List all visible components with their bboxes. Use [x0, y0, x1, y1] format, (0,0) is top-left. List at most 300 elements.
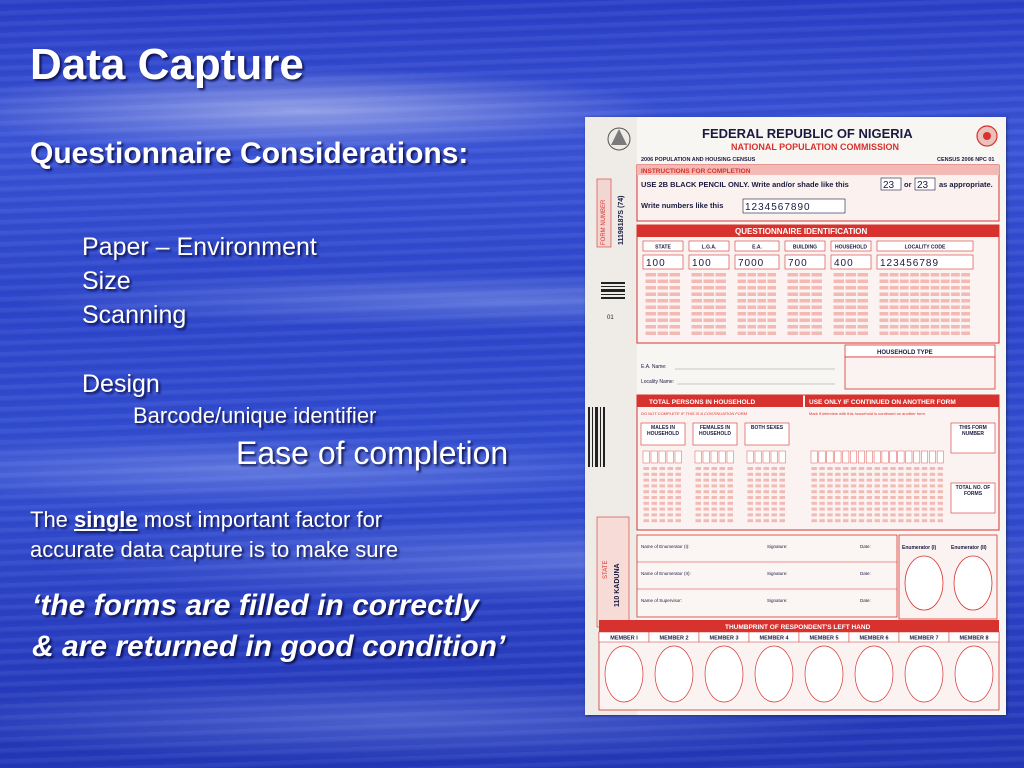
qid-bubble	[951, 319, 960, 323]
total-bubble	[859, 473, 864, 476]
member-label: MEMBER I	[610, 635, 638, 642]
total-bubble	[676, 479, 682, 482]
qid-bubble	[658, 299, 669, 303]
total-bubble	[704, 490, 710, 493]
total-bubble	[704, 502, 710, 505]
total-bubble	[704, 484, 710, 487]
total-bubble	[843, 490, 848, 493]
total-bubble	[668, 502, 674, 505]
total-bubble	[728, 467, 734, 470]
qid-bubble	[951, 273, 960, 277]
total-bubble	[676, 496, 682, 499]
total-bubble	[898, 508, 903, 511]
qid-bubble	[704, 280, 715, 284]
qid-bubble	[788, 319, 799, 323]
total-bubble	[756, 519, 762, 522]
qid-bubble	[692, 306, 703, 310]
qid-bubble	[900, 312, 909, 316]
qid-bubble	[931, 280, 940, 284]
total-bubble	[720, 473, 726, 476]
enumerator-i-thumb-label: Enumerator (I)	[902, 545, 937, 551]
total-bubble	[772, 508, 778, 511]
total-bubble	[780, 490, 786, 493]
qid-bubble	[812, 273, 823, 277]
total-bubble	[819, 513, 824, 516]
total-bubble	[660, 484, 666, 487]
qid-bubble	[646, 332, 657, 336]
qid-bubble	[670, 319, 681, 323]
date-2-label: Date:	[860, 571, 871, 576]
qid-bubble	[788, 280, 799, 284]
total-bubble	[812, 513, 817, 516]
total-bubble	[859, 490, 864, 493]
total-bubble	[867, 479, 872, 482]
total-bubble	[696, 502, 702, 505]
total-bubble	[835, 484, 840, 487]
member-label: MEMBER 4	[759, 635, 789, 642]
qid-bubble	[890, 286, 899, 290]
qid-bubble	[858, 312, 869, 316]
qid-col-value: 700	[788, 258, 808, 269]
qid-bubble	[858, 286, 869, 290]
total-box	[771, 451, 778, 463]
total-bubble	[652, 519, 658, 522]
total-box	[929, 451, 935, 463]
total-bubble	[652, 502, 658, 505]
quote-line-2: & are returned in good condition’	[32, 630, 506, 663]
total-bubble	[930, 513, 935, 516]
total-bubble	[728, 496, 734, 499]
total-bubble	[652, 479, 658, 482]
total-bubble	[914, 484, 919, 487]
total-bubble	[764, 490, 770, 493]
qid-bubble	[951, 332, 960, 336]
total-bubble	[696, 479, 702, 482]
total-bubble	[882, 490, 887, 493]
qid-bubble	[658, 312, 669, 316]
total-bubble	[867, 490, 872, 493]
total-bubble	[676, 473, 682, 476]
supervisor-label: Name of Supervisor:	[641, 598, 683, 603]
qid-bubble	[768, 312, 777, 316]
qid-bubble	[716, 280, 727, 284]
qid-bubble	[951, 325, 960, 329]
total-bubble	[728, 490, 734, 493]
qid-bubble	[646, 273, 657, 277]
qid-col-value: 100	[646, 258, 666, 269]
total-box	[811, 451, 817, 463]
qid-bubble	[951, 312, 960, 316]
slide-subtitle: Questionnaire Considerations:	[30, 137, 469, 170]
qid-bubble	[941, 280, 950, 284]
total-bubble	[890, 502, 895, 505]
qid-bubble	[941, 306, 950, 310]
thumbprint-oval	[605, 646, 643, 702]
qid-bubble	[920, 273, 929, 277]
total-bubble	[851, 513, 856, 516]
total-bubble	[827, 490, 832, 493]
qid-bubble	[931, 286, 940, 290]
qid-bubble	[880, 293, 889, 297]
household-type-label: HOUSEHOLD TYPE	[877, 350, 933, 356]
qid-bubble	[738, 286, 747, 290]
total-bubble	[890, 473, 895, 476]
qid-bubble	[834, 325, 845, 329]
total-bubble	[906, 467, 911, 470]
total-bubble	[764, 513, 770, 516]
total-bubble	[875, 473, 880, 476]
total-bubble	[676, 513, 682, 516]
total-bubble	[720, 519, 726, 522]
total-bubble	[748, 467, 754, 470]
bullet-paper: Paper – Environment	[82, 233, 317, 261]
qid-bubble	[768, 273, 777, 277]
total-bubble	[859, 496, 864, 499]
qid-bubble	[800, 332, 811, 336]
qid-bubble	[890, 280, 899, 284]
total-bubble	[668, 484, 674, 487]
thumbprint-oval	[655, 646, 693, 702]
total-bubble	[875, 496, 880, 499]
total-bubble	[712, 496, 718, 499]
total-bubble	[696, 473, 702, 476]
qid-bubble	[890, 293, 899, 297]
qid-bubble	[646, 325, 657, 329]
qid-bubble	[758, 332, 767, 336]
qid-bubble	[834, 306, 845, 310]
qid-bubble	[834, 319, 845, 323]
total-bubble	[835, 467, 840, 470]
qid-bubble	[646, 293, 657, 297]
qid-bubble	[716, 312, 727, 316]
qid-bubble	[658, 319, 669, 323]
qid-bubble	[910, 299, 919, 303]
signature-1-label: Signature:	[767, 544, 788, 549]
total-bubble	[780, 502, 786, 505]
total-bubble	[843, 502, 848, 505]
total-bubble	[938, 490, 943, 493]
total-bubble	[756, 490, 762, 493]
total-bubble	[875, 490, 880, 493]
qid-bubble	[834, 286, 845, 290]
qid-bubble	[910, 306, 919, 310]
total-bubble	[660, 473, 666, 476]
thumbprint-oval	[755, 646, 793, 702]
qid-bubble	[951, 306, 960, 310]
total-box	[850, 451, 856, 463]
total-bubble	[652, 508, 658, 511]
total-bubble	[882, 508, 887, 511]
use-only-title: USE ONLY IF CONTINUED ON ANOTHER FORM	[809, 399, 956, 406]
total-bubble	[668, 496, 674, 499]
form-commission: NATIONAL POPULATION COMMISSION	[731, 142, 899, 152]
qid-bubble	[931, 299, 940, 303]
total-bubble	[843, 508, 848, 511]
qid-bubble	[716, 299, 727, 303]
total-box	[898, 451, 904, 463]
total-persons-title: TOTAL PERSONS IN HOUSEHOLD	[649, 399, 756, 406]
total-bubble	[922, 467, 927, 470]
qid-bubble	[900, 332, 909, 336]
total-bubble	[875, 467, 880, 470]
this-form-label: THIS FORM NUMBER	[959, 425, 987, 437]
total-bubble	[875, 479, 880, 482]
total-bubble	[930, 467, 935, 470]
total-bubble	[898, 513, 903, 516]
total-bubble	[898, 479, 903, 482]
qid-bubble	[748, 293, 757, 297]
qid-bubble	[880, 319, 889, 323]
total-bubble	[676, 508, 682, 511]
total-bubble	[835, 479, 840, 482]
qid-bubble	[748, 306, 757, 310]
qid-bubble	[961, 312, 970, 316]
member-label: MEMBER 8	[959, 635, 989, 642]
total-bubble	[704, 513, 710, 516]
qid-bubble	[670, 325, 681, 329]
total-bubble	[922, 490, 927, 493]
total-bubble	[676, 502, 682, 505]
qid-bubble	[941, 332, 950, 336]
qid-bubble	[931, 319, 940, 323]
total-bubble	[890, 479, 895, 482]
qid-bubble	[758, 293, 767, 297]
total-bubble	[644, 502, 650, 505]
total-bubble	[859, 467, 864, 470]
total-bubble	[827, 479, 832, 482]
total-bubble	[660, 502, 666, 505]
total-bubble	[712, 467, 718, 470]
qid-bubble	[716, 332, 727, 336]
total-bubble	[668, 490, 674, 493]
qid-bubble	[738, 299, 747, 303]
qid-bubble	[920, 293, 929, 297]
signature-3-label: Signature:	[767, 598, 788, 603]
signature-2-label: Signature:	[767, 571, 788, 576]
qid-bubble	[880, 299, 889, 303]
total-bubble	[867, 502, 872, 505]
paragraph-prefix: The	[30, 507, 75, 532]
total-bubble	[938, 508, 943, 511]
total-box	[921, 451, 927, 463]
total-bubble	[764, 484, 770, 487]
total-bubble	[772, 479, 778, 482]
total-bubble	[772, 502, 778, 505]
qid-bubble	[758, 319, 767, 323]
qid-bubble	[920, 286, 929, 290]
total-bubble	[938, 484, 943, 487]
total-box	[858, 451, 864, 463]
qid-bubble	[670, 293, 681, 297]
total-bubble	[748, 496, 754, 499]
qid-bubble	[910, 312, 919, 316]
total-bubble	[812, 467, 817, 470]
total-bubble	[748, 502, 754, 505]
bullet-design: Design	[82, 370, 160, 398]
qid-bubble	[768, 319, 777, 323]
total-bubble	[835, 508, 840, 511]
qid-bubble	[670, 299, 681, 303]
total-bubble	[644, 519, 650, 522]
bullet-ease: Ease of completion	[236, 435, 509, 471]
total-bubble	[812, 473, 817, 476]
qid-bubble	[941, 293, 950, 297]
total-bubble	[930, 484, 935, 487]
qid-bubble	[920, 319, 929, 323]
do-not-note: DO NOT COMPLETE IF THIS IS A CONTINUATION FORM	[641, 411, 748, 416]
qid-bubble	[812, 325, 823, 329]
qid-bubble	[758, 280, 767, 284]
qid-bubble	[658, 306, 669, 310]
total-bubble	[764, 508, 770, 511]
qid-bubble	[846, 299, 857, 303]
total-bubble	[914, 496, 919, 499]
qid-bubble	[748, 312, 757, 316]
qid-bubble	[692, 325, 703, 329]
qid-bubble	[800, 273, 811, 277]
qid-bubble	[931, 325, 940, 329]
total-bubble	[644, 484, 650, 487]
total-bubble	[875, 513, 880, 516]
total-bubble	[720, 484, 726, 487]
total-bubble	[859, 513, 864, 516]
member-label: MEMBER 2	[659, 635, 689, 642]
qid-bubble	[900, 293, 909, 297]
locality-name-label: Locality Name:	[641, 379, 675, 385]
qid-bubble	[941, 325, 950, 329]
qid-bubble	[920, 280, 929, 284]
total-bubble	[930, 490, 935, 493]
qid-col-value: 400	[834, 258, 854, 269]
total-bubble	[906, 519, 911, 522]
total-bubble	[827, 519, 832, 522]
qid-bubble	[858, 273, 869, 277]
qid-col-label: STATE	[655, 244, 671, 251]
qid-bubble	[961, 319, 970, 323]
qid-bubble	[646, 312, 657, 316]
total-bubble	[843, 484, 848, 487]
total-bubble	[867, 496, 872, 499]
thumbprint-oval	[855, 646, 893, 702]
total-bubble	[652, 490, 658, 493]
form-country: FEDERAL REPUBLIC OF NIGERIA	[702, 126, 913, 141]
total-bubble	[851, 519, 856, 522]
total-bubble	[720, 502, 726, 505]
qid-bubble	[768, 325, 777, 329]
total-bubble	[704, 508, 710, 511]
total-bubble	[938, 519, 943, 522]
qid-bubble	[716, 286, 727, 290]
qid-bubble	[931, 312, 940, 316]
qid-bubble	[846, 325, 857, 329]
qid-bubble	[834, 273, 845, 277]
total-bubble	[652, 467, 658, 470]
total-box	[779, 451, 786, 463]
instruction-2-digits: 1234567890	[745, 202, 811, 213]
total-bubble	[882, 519, 887, 522]
total-bubble	[812, 508, 817, 511]
paragraph-emphasis: single	[74, 507, 138, 532]
total-bubble	[938, 467, 943, 470]
total-bubble	[668, 473, 674, 476]
total-bubble	[712, 484, 718, 487]
instruction-2-pre: Write numbers like this	[641, 201, 724, 210]
bullet-size: Size	[82, 267, 131, 295]
qid-bubble	[748, 280, 757, 284]
instruction-1-post: as appropriate.	[939, 180, 993, 189]
total-bubble	[835, 502, 840, 505]
qid-bubble	[716, 319, 727, 323]
form-census-code: CENSUS 2006 NPC 01	[937, 157, 995, 163]
total-bubble	[728, 473, 734, 476]
qid-bubble	[890, 306, 899, 310]
total-bubble	[756, 508, 762, 511]
total-bubble	[676, 519, 682, 522]
qid-bubble	[758, 299, 767, 303]
instruction-1-or: or	[904, 180, 912, 189]
total-bubble	[906, 484, 911, 487]
qid-bubble	[788, 286, 799, 290]
total-bubble	[812, 484, 817, 487]
total-bubble	[835, 473, 840, 476]
bullet-barcode: Barcode/unique identifier	[133, 403, 377, 428]
total-box	[763, 451, 770, 463]
paragraph-suffix: most important factor for	[137, 507, 383, 532]
qid-bubble	[704, 325, 715, 329]
total-bubble	[712, 490, 718, 493]
qid-bubble	[846, 312, 857, 316]
mark-note: Mark if interview with this household is continued on another form	[809, 411, 925, 416]
total-box	[651, 451, 658, 463]
qid-bubble	[748, 325, 757, 329]
qid-bubble	[692, 293, 703, 297]
total-bubble	[660, 479, 666, 482]
qid-bubble	[890, 299, 899, 303]
total-bubble	[780, 519, 786, 522]
total-bubble	[712, 473, 718, 476]
qid-bubble	[800, 306, 811, 310]
qid-bubble	[834, 312, 845, 316]
total-bubble	[748, 479, 754, 482]
total-bubble	[704, 496, 710, 499]
qid-bubble	[890, 319, 899, 323]
total-bubble	[652, 473, 658, 476]
total-bubble	[764, 496, 770, 499]
qid-bubble	[768, 280, 777, 284]
qid-bubble	[961, 286, 970, 290]
total-box	[882, 451, 888, 463]
qid-bubble	[910, 325, 919, 329]
total-bubble	[930, 479, 935, 482]
total-bubble	[859, 479, 864, 482]
qid-bubble	[658, 293, 669, 297]
qid-bubble	[768, 306, 777, 310]
qid-bubble	[920, 332, 929, 336]
total-bubble	[644, 467, 650, 470]
total-bubble	[652, 484, 658, 487]
qid-bubble	[890, 325, 899, 329]
total-bubble	[867, 484, 872, 487]
total-bubble	[914, 502, 919, 505]
qid-bubble	[670, 280, 681, 284]
bullet-scanning: Scanning	[82, 301, 187, 329]
total-bubble	[922, 473, 927, 476]
qid-bubble	[692, 286, 703, 290]
total-bubble	[843, 473, 848, 476]
qid-col-label: E.A.	[752, 244, 762, 251]
qid-bubble	[692, 273, 703, 277]
qid-bubble	[812, 280, 823, 284]
